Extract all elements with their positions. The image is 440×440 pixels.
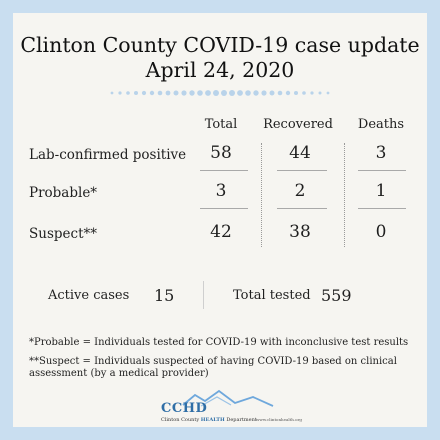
cchd-logo bbox=[161, 389, 311, 429]
total-tested-label: Total tested bbox=[233, 288, 311, 303]
col-header-total: Total bbox=[204, 117, 238, 132]
column-separator bbox=[261, 143, 262, 247]
summary-divider bbox=[203, 281, 204, 309]
probable-footnote: *Probable = Individuals tested for COVID-19 with inconclusive test results bbox=[29, 337, 409, 348]
underline bbox=[200, 208, 248, 209]
active-cases-value: 15 bbox=[154, 286, 175, 305]
suspect-deaths: 0 bbox=[375, 222, 387, 242]
probable-total: 3 bbox=[215, 181, 227, 201]
active-cases-label: Active cases bbox=[48, 288, 130, 303]
logo-acronym: CCHD bbox=[161, 401, 208, 416]
lab-confirmed-recovered: 44 bbox=[289, 143, 311, 163]
probable-recovered: 2 bbox=[294, 181, 306, 201]
update-card bbox=[13, 13, 427, 427]
lab-confirmed-deaths: 3 bbox=[375, 143, 387, 163]
logo-department-name: Clinton County HEALTH Department bbox=[161, 417, 257, 423]
total-tested-value: 559 bbox=[321, 286, 352, 305]
underline bbox=[358, 170, 406, 171]
col-header-deaths: Deaths bbox=[357, 117, 405, 132]
column-separator bbox=[344, 143, 345, 247]
suspect-footnote: **Suspect = Individuals suspected of having COVID-19 based on clinical assessment (by a medical provider) bbox=[29, 356, 397, 379]
lab-confirmed-total: 58 bbox=[210, 143, 232, 163]
row-label-suspect: Suspect** bbox=[29, 226, 97, 242]
underline bbox=[200, 170, 248, 171]
underline bbox=[277, 170, 327, 171]
row-label-probable: Probable* bbox=[29, 185, 98, 201]
row-label-lab-confirmed: Lab-confirmed positive bbox=[29, 147, 187, 163]
dotted-divider bbox=[108, 89, 338, 97]
page-date: April 24, 2020 bbox=[145, 58, 295, 82]
underline bbox=[277, 208, 327, 209]
underline bbox=[358, 208, 406, 209]
suspect-recovered: 38 bbox=[289, 222, 311, 242]
col-header-recovered: Recovered bbox=[263, 117, 333, 132]
suspect-total: 42 bbox=[210, 222, 232, 242]
page-title: Clinton County COVID-19 case update bbox=[20, 33, 420, 57]
probable-deaths: 1 bbox=[375, 181, 387, 201]
logo-url: www.clintonhealth.org bbox=[256, 417, 302, 422]
